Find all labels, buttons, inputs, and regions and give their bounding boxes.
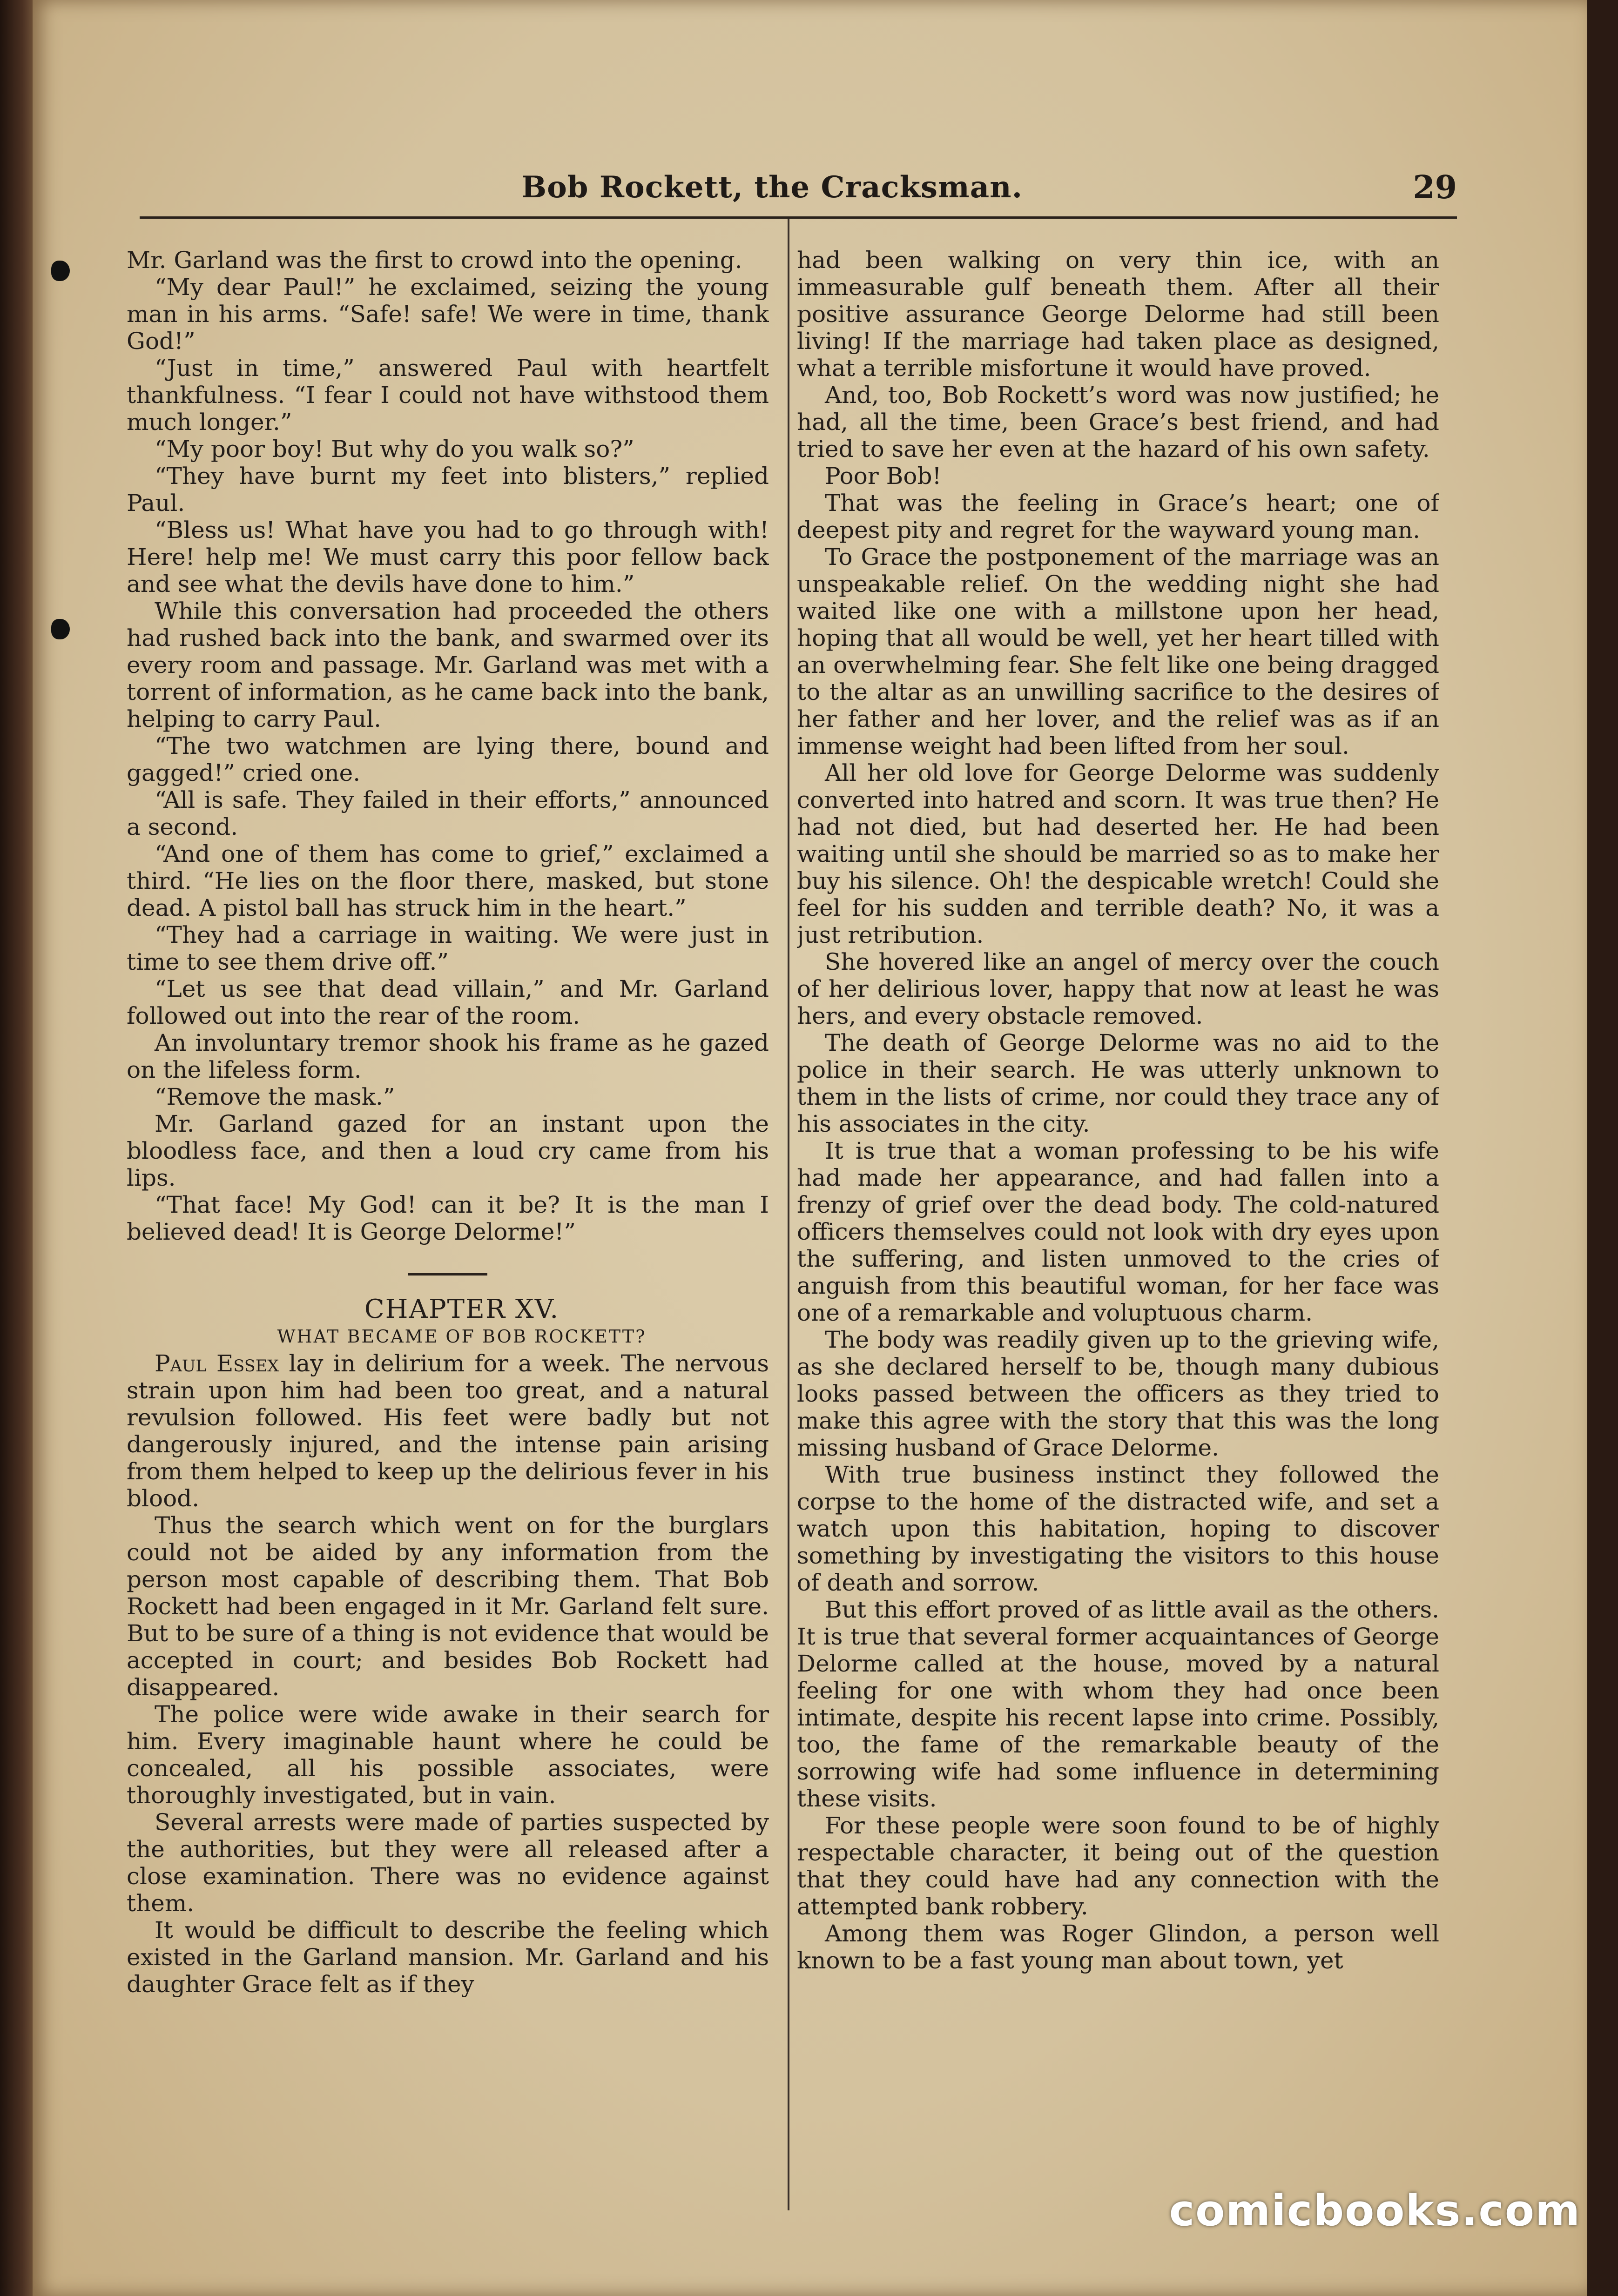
paragraph: had been walking on very thin ice, with an immeasurable gulf beneath them. After all their positive assurance George Delorme had still been living! If the marriage had taken place as designed, what a terrible misfortune it would have proved. (797, 247, 1439, 382)
paragraph: “My poor boy! But why do you walk so?” (155, 436, 634, 463)
opening-paragraph-text: lay in delirium for a week. The nervous strain upon him had been too great, and a natural revulsion followed. His feet were badly but not dangerously injured, and the intense pain arising from them helped to keep up the delirious fever in his blood. (127, 1350, 769, 1512)
paragraph: “And one of them has come to grief,” exclaimed a third. “He lies on the floor there, masked, but stone dead. A pistol ball has struck him in the heart.” (127, 840, 769, 921)
paragraph: “All is safe. They failed in their efforts,” announced a second. (127, 786, 769, 840)
paragraph: That was the feeling in Grace’s heart; one of deepest pity and regret for the wayward young man. (797, 490, 1439, 544)
opening-words: Paul Essex (155, 1350, 279, 1377)
paragraph: “The two watchmen are lying there, bound and gagged!” cried one. (127, 732, 769, 786)
paragraph: Poor Bob! (825, 463, 942, 490)
page-number: 29 (1413, 169, 1457, 206)
chapter-divider (408, 1273, 487, 1276)
paragraph: “That face! My God! can it be? It is the man I believed dead! It is George Delorme!” (127, 1191, 769, 1245)
page-header (140, 165, 1457, 219)
binding-hole (51, 619, 70, 639)
paragraph: Several arrests were made of parties suspected by the authorities, but they were all released after a close examination. There was no evidence against them. (127, 1809, 769, 1917)
paragraph: Among them was Roger Glindon, a person well known to be a fast young man about town, yet (797, 1920, 1439, 1974)
paragraph: It would be difficult to describe the feeling which existed in the Garland mansion. Mr. Garland and his daughter Grace felt as if they (127, 1917, 769, 1998)
chapter-subtitle: WHAT BECAME OF BOB ROCKETT? (277, 1326, 647, 1347)
right-column (797, 247, 1439, 2178)
paragraph: “They had a carriage in waiting. We were just in time to see them drive off.” (127, 921, 769, 975)
binding-gutter (0, 0, 37, 2296)
paragraph: To Grace the postponement of the marriage was an unspeakable relief. On the wedding night she had waited like one with a millstone upon her head, hoping that all would be well, yet her heart tilled with an overwhelming fear. She felt like one being dragged to the altar as an unwilling sacrifice to the desires of her father and her lover, and the relief was as if an immense weight had been lifted from her soul. (797, 544, 1439, 759)
paragraph: Mr. Garland gazed for an instant upon the bloodless face, and then a loud cry came from his lips. (127, 1110, 769, 1191)
column-divider (788, 219, 789, 2210)
paragraph: The death of George Delorme was no aid to the police in their search. He was utterly unknown to them in the lists of crime, nor could they trace any of his associates in the city. (797, 1029, 1439, 1137)
paragraph: For these people were soon found to be of highly respectable character, it being out of the question that they could have had any connection with the attempted bank robbery. (797, 1812, 1439, 1920)
paragraph: It is true that a woman professing to be his wife had made her appearance, and had fallen into a frenzy of grief over the dead body. The cold-natured officers themselves could not look with dry eyes upon the suffering, and listen unmoved to the cries of anguish from this beautiful woman, for her face was one of a remarkable and voluptuous charm. (797, 1137, 1439, 1326)
paragraph: “Remove the mask.” (155, 1083, 395, 1110)
paragraph: Mr. Garland was the first to crowd into the opening. (127, 247, 742, 274)
paragraph: While this conversation had proceeded the others had rushed back into the bank, and swarmed over its every room and passage. Mr. Garland was met with a torrent of information, as he came back into the bank, helping to carry Paul. (127, 597, 769, 732)
paragraph: Thus the search which went on for the burglars could not be aided by any information from the person most capable of describing them. That Bob Rockett had been engaged in it Mr. Garland felt sure. But to be sure of a thing is not evidence that would be accepted in court; and besides Bob Rockett had disappeared. (127, 1512, 769, 1701)
paragraph: She hovered like an angel of mercy over the couch of her delirious lover, happy that now at least he was hers, and every obstacle removed. (797, 948, 1439, 1029)
paragraph: “They have burnt my feet into blisters,” replied Paul. (127, 463, 769, 517)
watermark: comicbooks.com (1169, 2186, 1581, 2236)
paragraph: The police were wide awake in their search for him. Every imaginable haunt where he could be concealed, all his possible associates, were thoroughly investigated, but in vain. (127, 1701, 769, 1809)
paragraph: “My dear Paul!” he exclaimed, seizing the young man in his arms. “Safe! safe! We were in time, thank God!” (127, 274, 769, 355)
running-title: Bob Rockett, the Cracksman. (521, 170, 1023, 205)
paragraph: “Let us see that dead villain,” and Mr. Garland followed out into the rear of the room. (127, 975, 769, 1029)
paragraph: “Just in time,” answered Paul with heartfelt thankfulness. “I fear I could not have withstood them much longer.” (127, 355, 769, 436)
chapter-opening-paragraph (127, 1350, 769, 1512)
paragraph: “Bless us! What have you had to go through with! Here! help me! We must carry this poor fellow back and see what the devils have done to him.” (127, 517, 769, 597)
binding-hole (51, 261, 70, 281)
paragraph: And, too, Bob Rockett’s word was now justified; he had, all the time, been Grace’s best friend, and had tried to save her even at the hazard of his own safety. (797, 382, 1439, 463)
paragraph: All her old love for George Delorme was suddenly converted into hatred and scorn. It was true then? He had not died, but had deserted her. He had been waiting until she should be married so as to make her buy his silence. Oh! the despicable wretch! Could she feel for his sudden and terrible death? No, it was a just retribution. (797, 759, 1439, 948)
left-column (127, 247, 769, 2178)
paragraph: But this effort proved of as little avail as the others. It is true that several former acquaintances of George Delorme called at the house, moved by a natural feeling for one with whom they had once been intimate, despite his recent lapse into crime. Possibly, too, the fame of the remarkable beauty of the sorrowing wife had some influence in determining these visits. (797, 1596, 1439, 1812)
paragraph: The body was readily given up to the grieving wife, as she declared herself to be, though many dubious looks passed between the officers as they tried to make this agree with the story that this was the long missing husband of Grace Delorme. (797, 1326, 1439, 1461)
paragraph: An involuntary tremor shook his frame as he gazed on the lifeless form. (127, 1029, 769, 1083)
paragraph: With true business instinct they followed the corpse to the home of the distracted wife, and set a watch upon this habitation, hoping to discover something by investigating the visitors to this house of death and sorrow. (797, 1461, 1439, 1596)
chapter-title: CHAPTER XV. (364, 1294, 560, 1324)
